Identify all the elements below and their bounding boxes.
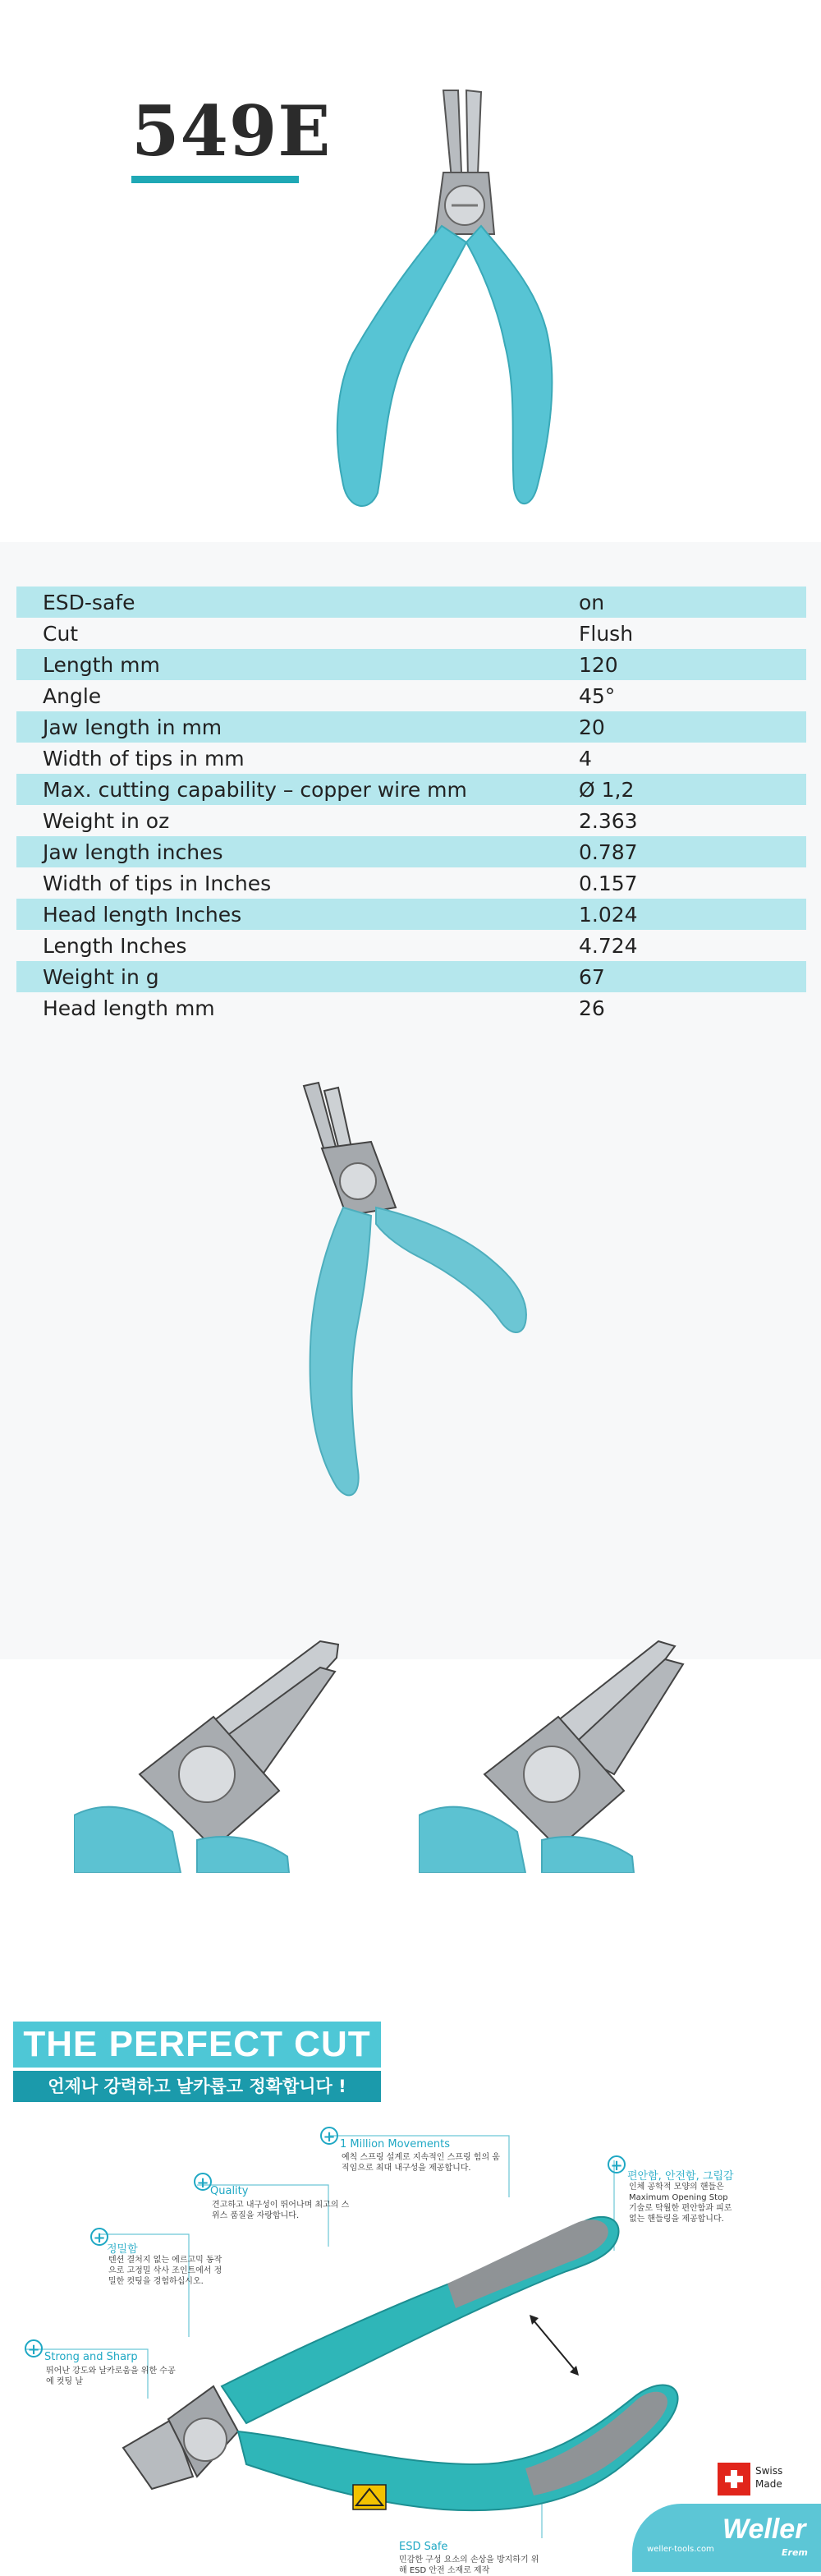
title-underline [131,176,299,183]
spec-value: 0.787 [579,840,638,864]
spec-row [16,930,806,961]
spec-label: Jaw length inches [43,840,223,864]
spec-value: 45° [579,684,616,708]
spec-label: Length Inches [43,934,187,958]
callout-title-comfort: 편안함, 안전함, 그립감 [627,2170,734,2183]
spec-label: Weight in g [43,965,159,989]
spec-value: 1.024 [579,903,638,927]
plus-icon: + [320,2127,338,2145]
swiss-flag-icon [718,2463,750,2496]
callout-text-strong: 뛰어난 강도와 날카로움을 위한 수공예 컷팅 날 [46,2367,176,2386]
spec-value: 67 [579,965,605,989]
spec-row [16,867,806,899]
plus-icon: + [90,2228,108,2246]
specs-table [16,586,806,1024]
spec-label: Jaw length in mm [43,715,222,739]
plus-icon: + [608,2155,626,2174]
spec-label: Angle [43,684,102,708]
promo-headline: THE PERFECT CUT [13,2022,381,2068]
spec-label: Weight in oz [43,809,170,833]
spec-label: Width of tips in mm [43,747,245,770]
swiss-made-line1: Swiss [755,2465,783,2477]
spec-label: Head length mm [43,996,215,1020]
spec-row [16,649,806,680]
spec-value: Flush [579,622,634,646]
spec-row [16,805,806,836]
callout-text-comfort: 인체 공학적 모양의 핸들은 Maximum Opening Stop 기술로 탁월한 편안함과 피로 없는 핸들링을 제공합니다. [629,2183,732,2224]
model-title: 549E [131,90,332,172]
spec-row [16,992,806,1024]
spec-value: 2.363 [579,809,638,833]
callout-text-million: 예칙 스프링 설계로 지속적인 스프링 힘의 움직임으로 최대 내구성을 제공합니다. [342,2153,500,2173]
pliers-angled-image [279,1076,558,1536]
spec-row [16,774,806,805]
spec-row [16,836,806,867]
callout-title-precision: 정밀함 [107,2243,138,2256]
spec-value: 4.724 [579,934,638,958]
pliers-head-closeup-left [74,1635,345,1873]
spec-value: 20 [579,715,605,739]
spec-row [16,743,806,774]
spec-row [16,680,806,711]
spec-value: 26 [579,996,605,1020]
spec-value: 120 [579,653,618,677]
callout-text-precision: 텐션 결처지 없는 에르고믹 동작으로 고정밀 삭사 조인트에서 정밀한 컷팅을 경험하십시오. [108,2256,222,2286]
spec-value: on [579,591,605,614]
spec-value: 0.157 [579,872,638,895]
erem-logo: Erem [782,2547,808,2558]
spec-value: 4 [579,747,592,770]
plus-icon: + [25,2339,43,2358]
callout-text-esd: 민감한 구성 요소의 손상을 방지하기 위해 ESD 안전 소재로 제작 [399,2555,539,2575]
weller-logo: Weller [722,2514,806,2545]
pliers-front-image [320,82,608,542]
spec-row [16,711,806,743]
spec-label: ESD-safe [43,591,135,614]
callout-text-quality: 견고하고 내구성이 뛰어나며 최고의 스위스 품질을 자랑합니다. [212,2201,350,2220]
plus-icon: + [194,2173,212,2191]
callout-title-quality: Quality [210,2185,249,2197]
callout-title-million: 1 Million Movements [340,2138,451,2150]
spec-label: Width of tips in Inches [43,872,272,895]
swiss-made-line2: Made [755,2478,782,2490]
spec-value: Ø 1,2 [579,778,635,802]
promo-subheadline: 언제나 강력하고 날카롭고 정확합니다 ! [13,2071,381,2102]
spec-label: Cut [43,622,79,646]
spec-row [16,899,806,930]
callout-title-esd: ESD Safe [399,2541,448,2553]
spec-row [16,586,806,618]
spec-row [16,618,806,649]
spec-row [16,961,806,992]
spec-label: Length mm [43,653,160,677]
spec-label: Head length Inches [43,903,242,927]
brand-url: weller-tools.com [647,2545,714,2554]
spec-label: Max. cutting capability – copper wire mm [43,778,467,802]
callout-title-strong: Strong and Sharp [44,2351,138,2363]
swiss-made-label [755,2464,782,2491]
pliers-head-closeup-right [419,1635,690,1873]
